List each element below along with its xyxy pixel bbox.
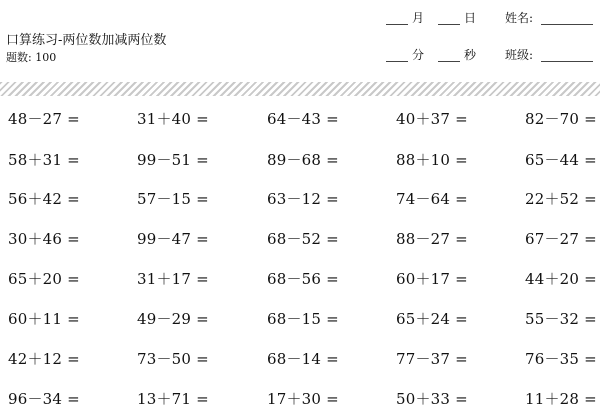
math-problem: 56＋42 = [8, 190, 80, 208]
math-problem: 76－35 = [525, 350, 597, 368]
math-problem: 44＋20 = [525, 270, 597, 288]
math-problem: 77－37 = [396, 350, 468, 368]
name-label: 姓名: [505, 11, 534, 25]
class-blank[interactable] [541, 49, 593, 62]
class-field[interactable] [505, 48, 597, 62]
math-problem: 65＋20 = [8, 270, 80, 288]
math-problem: 82－70 = [525, 110, 597, 128]
time-second-field[interactable] [438, 48, 476, 62]
math-problem: 50＋33 = [396, 390, 468, 408]
math-problem: 73－50 = [137, 350, 209, 368]
math-problem: 99－47 = [137, 230, 209, 248]
day-label: 日 [464, 11, 477, 25]
class-label: 班级: [505, 48, 534, 62]
math-problem: 49－29 = [137, 310, 209, 328]
math-problem: 31＋40 = [137, 110, 209, 128]
math-problem: 42＋12 = [8, 350, 80, 368]
math-problem: 17＋30 = [267, 390, 339, 408]
math-problem: 22＋52 = [525, 190, 597, 208]
math-problem: 64－43 = [267, 110, 339, 128]
math-problem: 40＋37 = [396, 110, 468, 128]
math-problem: 31＋17 = [137, 270, 209, 288]
math-problem: 11＋28 = [525, 390, 597, 408]
info-fields [0, 0, 600, 82]
hatched-divider [0, 82, 600, 96]
minute-label: 分 [412, 48, 425, 62]
math-problem: 60＋11 = [8, 310, 80, 328]
math-problem: 60＋17 = [396, 270, 468, 288]
second-label: 秒 [464, 48, 477, 62]
month-blank[interactable] [386, 12, 408, 25]
math-problem: 89－68 = [267, 151, 339, 169]
time-minute-field[interactable] [386, 48, 424, 62]
worksheet-header [0, 0, 600, 82]
math-problem: 67－27 = [525, 230, 597, 248]
math-problem: 99－51 = [137, 151, 209, 169]
date-day-field[interactable] [438, 11, 476, 25]
math-problem: 88＋10 = [396, 151, 468, 169]
math-problem: 68－52 = [267, 230, 339, 248]
month-label: 月 [412, 11, 425, 25]
math-problem: 48－27 = [8, 110, 80, 128]
question-count: 题数: 100 [6, 51, 57, 64]
name-field[interactable] [505, 11, 597, 25]
math-problem: 65＋24 = [396, 310, 468, 328]
math-problem: 65－44 = [525, 151, 597, 169]
second-blank[interactable] [438, 49, 460, 62]
math-problem: 96－34 = [8, 390, 80, 408]
math-problem: 13＋71 = [137, 390, 209, 408]
worksheet-title: 口算练习-两位数加减两位数 [6, 33, 167, 48]
minute-blank[interactable] [386, 49, 408, 62]
date-month-field[interactable] [386, 11, 424, 25]
math-problem: 57－15 = [137, 190, 209, 208]
math-problem: 63－12 = [267, 190, 339, 208]
math-problem: 30＋46 = [8, 230, 80, 248]
math-problem: 55－32 = [525, 310, 597, 328]
math-problem: 88－27 = [396, 230, 468, 248]
name-blank[interactable] [541, 12, 593, 25]
math-problem: 68－56 = [267, 270, 339, 288]
math-problem: 68－14 = [267, 350, 339, 368]
math-problem: 74－64 = [396, 190, 468, 208]
math-problem: 58＋31 = [8, 151, 80, 169]
math-problem: 68－15 = [267, 310, 339, 328]
day-blank[interactable] [438, 12, 460, 25]
